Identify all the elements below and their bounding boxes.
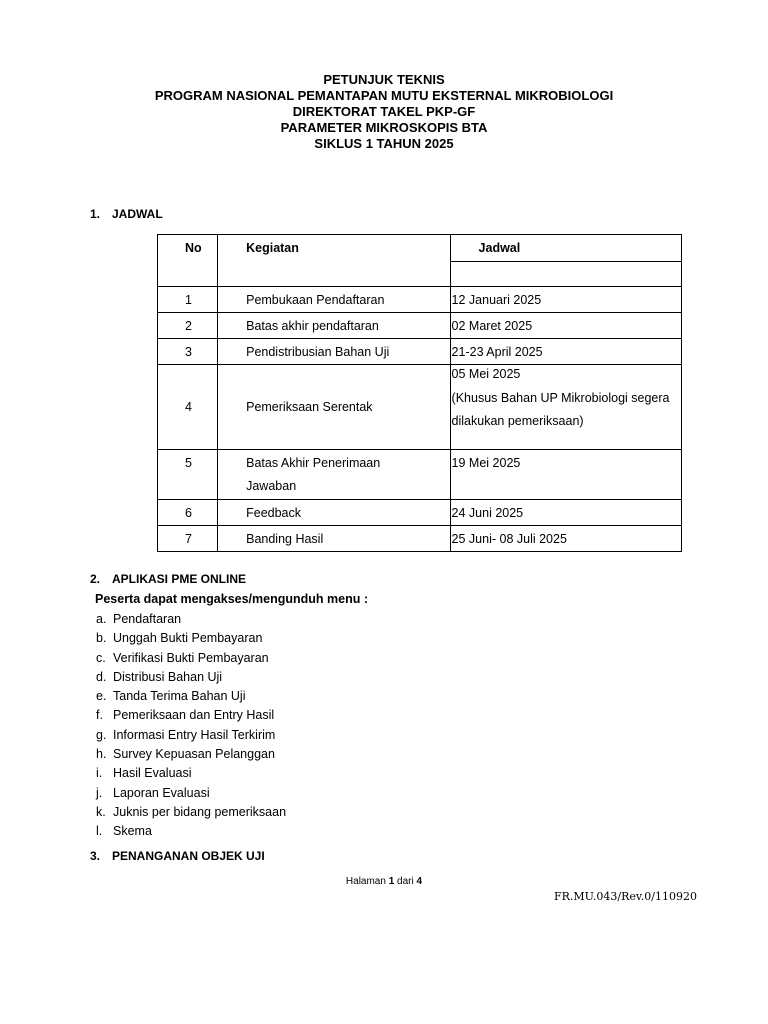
row-4-jadwal [450,365,681,450]
list-item-letter: f. [96,708,103,723]
section-3-heading [90,849,265,863]
row-4-jadwal-line-1: 05 Mei 2025 [451,367,521,381]
menu-list [96,610,286,842]
section-2-title: APLIKASI PME ONLINE [112,572,247,586]
list-item [96,687,286,706]
table-row [158,287,682,313]
row-1-jadwal: 12 Januari 2025 [450,287,681,313]
row-2-jadwal: 02 Maret 2025 [450,313,681,339]
row-4-kegiatan: Pemeriksaan Serentak [218,365,450,450]
table-row [158,526,682,552]
row-5-no: 5 [158,450,218,500]
list-item-letter: k. [96,804,106,819]
section-3-number: 3. [90,849,101,863]
title-line-3: DIREKTORAT TAKEL PKP-GF [292,104,476,119]
table-row [158,500,682,526]
list-item [96,764,286,783]
list-item-letter: g. [96,727,107,742]
list-item-label: Informasi Entry Hasil Terkirim [113,727,276,742]
table-header-row [158,235,682,262]
list-item-label: Skema [113,824,152,839]
list-item-letter: h. [96,747,107,762]
document-title [0,72,768,152]
page-number-current: 1 [388,876,395,887]
list-item-letter: l. [96,824,103,839]
row-3-no: 3 [158,339,218,365]
row-7-jadwal: 25 Juni- 08 Juli 2025 [450,526,681,552]
document-code: FR.MU.043/Rev.0/110920 [553,890,697,903]
row-1-kegiatan: Pembukaan Pendaftaran [218,287,450,313]
row-5-kegiatan [218,450,450,500]
header-kegiatan: Kegiatan [218,235,450,287]
section-3-title: PENANGANAN OBJEK UJI [112,849,265,863]
header-jadwal: Jadwal [450,235,681,262]
list-item [96,706,286,725]
title-line-2: PROGRAM NASIONAL PEMANTAPAN MUTU EKSTERNAL MIKROBIOLOGI [154,88,614,103]
row-5-jadwal: 19 Mei 2025 [450,450,681,500]
page-number-mid: dari [394,876,417,887]
row-2-kegiatan: Batas akhir pendaftaran [218,313,450,339]
table-row [158,450,682,500]
section-1-heading [90,207,163,221]
row-7-no: 7 [158,526,218,552]
row-4-no: 4 [158,365,218,450]
section-1-title: JADWAL [112,207,163,221]
list-item-letter: d. [96,669,107,684]
title-line-1: PETUNJUK TEKNIS [323,72,445,87]
row-2-no: 2 [158,313,218,339]
row-3-jadwal: 21-23 April 2025 [450,339,681,365]
list-item [96,745,286,764]
list-item-label: Tanda Terima Bahan Uji [113,689,246,704]
row-7-kegiatan: Banding Hasil [218,526,450,552]
list-item-label: Juknis per bidang pemeriksaan [113,804,287,819]
list-item [96,629,286,648]
list-item-letter: c. [96,650,106,665]
row-1-no: 1 [158,287,218,313]
list-item [96,649,286,668]
list-item-letter: j. [96,785,103,800]
list-item-label: Hasil Evaluasi [113,766,192,781]
list-item-letter: b. [96,631,107,646]
title-line-4: PARAMETER MIKROSKOPIS BTA [280,120,488,135]
list-item [96,610,286,629]
list-item-label: Pendaftaran [113,612,182,626]
row-4-jadwal-line-3: dilakukan pemeriksaan) [451,414,584,428]
list-item-label: Laporan Evaluasi [113,785,210,800]
page-number [0,876,768,887]
list-item [96,803,286,822]
list-item [96,726,286,745]
list-item-letter: i. [96,766,103,781]
page-number-prefix: Halaman [345,876,389,887]
section-2-heading [90,572,246,586]
title-line-5: SIKLUS 1 TAHUN 2025 [314,136,454,151]
list-item-label: Unggah Bukti Pembayaran [113,631,263,646]
list-item-label: Survey Kepuasan Pelanggan [113,747,275,762]
section-2-number: 2. [90,572,101,586]
table-row [158,339,682,365]
header-jadwal-blank [450,262,681,287]
row-6-jadwal: 24 Juni 2025 [450,500,681,526]
schedule-table [157,234,682,552]
row-3-kegiatan: Pendistribusian Bahan Uji [218,339,450,365]
list-item-label: Verifikasi Bukti Pembayaran [113,650,269,665]
section-1-number: 1. [90,207,101,221]
table-row [158,365,682,450]
row-6-no: 6 [158,500,218,526]
row-5-kegiatan-line-1: Batas Akhir Penerimaan [246,456,381,470]
row-6-kegiatan: Feedback [218,500,450,526]
section-2-intro: Peserta dapat mengakses/mengunduh menu : [95,592,368,606]
list-item-letter: a. [96,612,107,626]
list-item-letter: e. [96,689,107,704]
row-4-jadwal-line-2: (Khusus Bahan UP Mikrobiologi segera [451,391,670,405]
list-item-label: Distribusi Bahan Uji [113,669,223,684]
list-item [96,784,286,803]
list-item [96,668,286,687]
list-item [96,822,286,841]
page-number-total: 4 [416,876,423,887]
table-row [158,313,682,339]
list-item-label: Pemeriksaan dan Entry Hasil [113,708,275,723]
row-5-kegiatan-line-2: Jawaban [246,479,297,493]
header-no: No [158,235,218,287]
